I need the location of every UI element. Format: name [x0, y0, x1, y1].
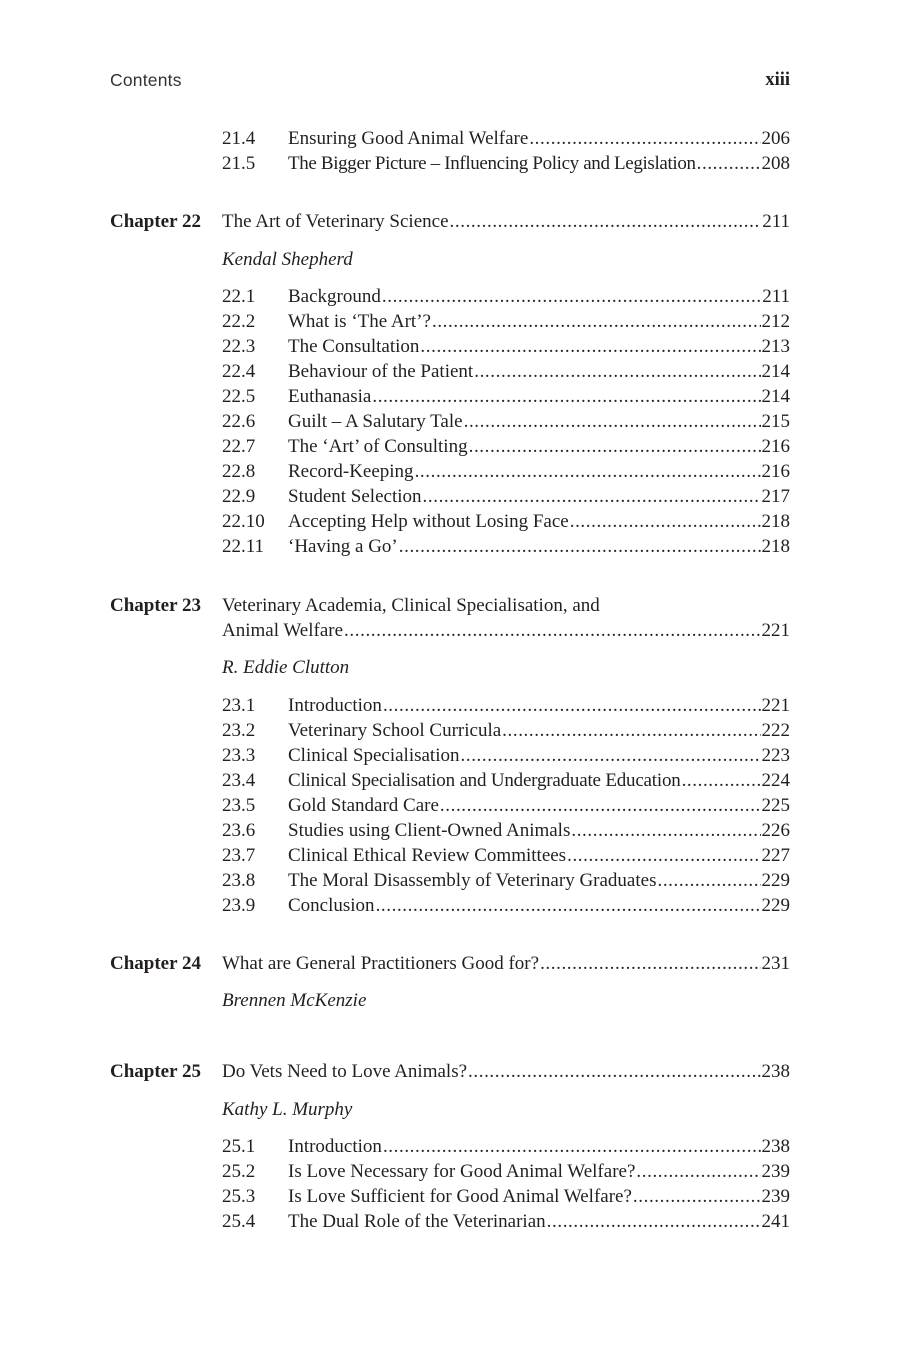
section-entry — [288, 151, 790, 176]
dot-leader — [450, 209, 762, 234]
section-entry — [288, 509, 790, 534]
section-number: 23.8 — [222, 870, 256, 891]
section-number: 25.2 — [222, 1161, 256, 1182]
section-page: 212 — [761, 311, 790, 332]
section-page: 217 — [761, 486, 790, 507]
section-title: Introduction — [288, 695, 382, 716]
chapter-entry — [222, 209, 790, 234]
section-title: The Moral Disassembly of Veterinary Graduates — [288, 870, 657, 891]
section-page: 215 — [761, 411, 790, 432]
chapter-entry — [222, 618, 790, 643]
dot-leader — [344, 618, 760, 643]
section-number: 22.1 — [222, 286, 256, 307]
section-number: 23.5 — [222, 795, 256, 816]
dot-leader — [547, 1209, 761, 1234]
section-page: 218 — [761, 536, 790, 557]
toc-chapter-row[interactable] — [0, 593, 900, 618]
chapter-author: Kendal Shepherd — [222, 249, 353, 270]
section-title: Conclusion — [288, 895, 375, 916]
section-number: 23.6 — [222, 820, 256, 841]
section-entry — [288, 693, 790, 718]
toc-chapter-row[interactable] — [0, 951, 900, 976]
section-title: The Consultation — [288, 336, 420, 357]
section-entry — [288, 793, 790, 818]
toc-chapter-row-continued[interactable] — [0, 618, 900, 643]
section-title: The Bigger Picture – Influencing Policy and Legislation — [288, 153, 696, 174]
section-page: 241 — [761, 1211, 790, 1232]
chapter-title-line2: Animal Welfare — [222, 620, 344, 641]
toc-chapter-row[interactable] — [0, 1059, 900, 1084]
chapter-title: The Art of Veterinary Science — [222, 211, 449, 232]
section-title: Accepting Help without Losing Face — [288, 511, 569, 532]
section-number: 25.4 — [222, 1211, 256, 1232]
section-entry — [288, 1159, 790, 1184]
section-entry — [288, 768, 790, 793]
toc-section-row[interactable] — [0, 768, 900, 793]
chapter-title-line1: Veterinary Academia, Clinical Specialisation, and — [222, 595, 600, 616]
dot-leader — [633, 1184, 761, 1209]
section-number: 23.2 — [222, 720, 256, 741]
section-title: Background — [288, 286, 381, 307]
section-page: 222 — [761, 720, 790, 741]
toc-section-row[interactable] — [0, 534, 900, 559]
toc-section-row[interactable] — [0, 409, 900, 434]
toc-section-row[interactable] — [0, 893, 900, 918]
toc-section-row[interactable] — [0, 384, 900, 409]
dot-leader — [468, 1059, 760, 1084]
section-entry — [288, 459, 790, 484]
toc-section-row[interactable] — [0, 1159, 900, 1184]
section-entry — [288, 843, 790, 868]
section-number: 23.7 — [222, 845, 256, 866]
section-title: Is Love Sufficient for Good Animal Welfare? — [288, 1186, 632, 1207]
section-entry — [288, 534, 790, 559]
toc-section-row[interactable] — [0, 743, 900, 768]
chapter-title: Do Vets Need to Love Animals? — [222, 1061, 468, 1082]
toc-section-row[interactable] — [0, 126, 900, 151]
section-title: Veterinary School Curricula — [288, 720, 502, 741]
section-page: 216 — [761, 436, 790, 457]
page-number: xiii — [765, 70, 790, 90]
section-entry — [288, 718, 790, 743]
section-number: 23.9 — [222, 895, 256, 916]
chapter-author: R. Eddie Clutton — [222, 657, 350, 678]
section-number: 22.3 — [222, 336, 256, 357]
section-entry — [288, 434, 790, 459]
dot-leader — [464, 409, 761, 434]
toc-section-row[interactable] — [0, 459, 900, 484]
chapter-page: 238 — [761, 1061, 790, 1082]
section-entry — [288, 1184, 790, 1209]
section-page: 211 — [762, 286, 790, 307]
section-page: 213 — [761, 336, 790, 357]
section-title: Clinical Ethical Review Committees — [288, 845, 567, 866]
dot-leader — [423, 484, 761, 509]
dot-leader — [540, 951, 760, 976]
dot-leader — [399, 534, 761, 559]
section-page: 216 — [761, 461, 790, 482]
section-number: 25.1 — [222, 1136, 256, 1157]
chapter-author: Brennen McKenzie — [222, 990, 367, 1011]
section-number: 23.4 — [222, 770, 256, 791]
toc-section-row[interactable] — [0, 718, 900, 743]
section-entry — [288, 334, 790, 359]
section-entry — [288, 359, 790, 384]
section-number: 21.5 — [222, 153, 256, 174]
dot-leader — [529, 126, 760, 151]
section-number: 23.1 — [222, 695, 256, 716]
chapter-page: 211 — [762, 211, 790, 232]
section-page: 225 — [761, 795, 790, 816]
toc-section-row[interactable] — [0, 818, 900, 843]
section-number: 21.4 — [222, 128, 256, 149]
toc-chapter-row[interactable] — [0, 209, 900, 234]
chapter-label: Chapter 22 — [110, 211, 201, 232]
dot-leader — [415, 459, 761, 484]
dot-leader — [382, 284, 761, 309]
chapter-label: Chapter 25 — [110, 1061, 201, 1082]
section-number: 22.4 — [222, 361, 256, 382]
section-entry — [288, 743, 790, 768]
section-number: 22.6 — [222, 411, 256, 432]
section-entry — [288, 1134, 790, 1159]
section-page: 227 — [761, 845, 790, 866]
section-title: Gold Standard Care — [288, 795, 439, 816]
section-number: 25.3 — [222, 1186, 256, 1207]
dot-leader — [440, 793, 761, 818]
toc-section-row[interactable] — [0, 868, 900, 893]
section-page: 206 — [761, 128, 790, 149]
section-entry — [288, 1209, 790, 1234]
section-number: 22.10 — [222, 511, 265, 532]
section-page: 224 — [761, 770, 790, 791]
dot-leader — [636, 1159, 760, 1184]
section-title: Record-Keeping — [288, 461, 414, 482]
section-title: Clinical Specialisation and Undergraduate Education — [288, 770, 681, 791]
dot-leader — [376, 893, 761, 918]
toc-section-row[interactable] — [0, 484, 900, 509]
chapter-page: 231 — [761, 953, 790, 974]
section-entry — [288, 384, 790, 409]
section-entry — [288, 818, 790, 843]
dot-leader — [571, 818, 760, 843]
section-page: 214 — [761, 386, 790, 407]
section-page: 239 — [761, 1186, 790, 1207]
dot-leader — [469, 434, 761, 459]
section-number: 22.2 — [222, 311, 256, 332]
dot-leader — [383, 693, 761, 718]
section-number: 22.9 — [222, 486, 256, 507]
section-title: Ensuring Good Animal Welfare — [288, 128, 529, 149]
dot-leader — [682, 768, 761, 793]
section-page: 226 — [761, 820, 790, 841]
chapter-label: Chapter 23 — [110, 595, 201, 616]
section-number: 22.7 — [222, 436, 256, 457]
section-entry — [288, 309, 790, 334]
chapter-title: What are General Practitioners Good for? — [222, 953, 540, 974]
section-entry — [288, 409, 790, 434]
toc-section-row[interactable] — [0, 1209, 900, 1234]
section-number: 22.5 — [222, 386, 256, 407]
toc-section-row[interactable] — [0, 151, 900, 176]
section-title: Student Selection — [288, 486, 422, 507]
toc-section-row[interactable] — [0, 1134, 900, 1159]
toc-section-row[interactable] — [0, 359, 900, 384]
section-entry — [288, 868, 790, 893]
section-title: The Dual Role of the Veterinarian — [288, 1211, 546, 1232]
dot-leader — [432, 309, 761, 334]
toc-section-row[interactable] — [0, 434, 900, 459]
toc-section-row[interactable] — [0, 793, 900, 818]
dot-leader — [383, 1134, 761, 1159]
toc-section-row[interactable] — [0, 509, 900, 534]
chapter-page: 221 — [761, 620, 790, 641]
toc-section-row[interactable] — [0, 693, 900, 718]
dot-leader — [567, 843, 760, 868]
section-title: The ‘Art’ of Consulting — [288, 436, 468, 457]
dot-leader — [372, 384, 760, 409]
section-title: What is ‘The Art’? — [288, 311, 431, 332]
running-head — [110, 70, 790, 94]
section-title: Clinical Specialisation — [288, 745, 460, 766]
section-number: 22.11 — [222, 536, 265, 557]
section-entry — [288, 284, 790, 309]
section-title: ‘Having a Go’ — [288, 536, 398, 557]
section-entry — [288, 126, 790, 151]
running-title: Contents — [110, 70, 182, 90]
section-page: 221 — [761, 695, 790, 716]
dot-leader — [502, 718, 760, 743]
section-page: 239 — [761, 1161, 790, 1182]
section-title: Is Love Necessary for Good Animal Welfare? — [288, 1161, 636, 1182]
dot-leader — [420, 334, 760, 359]
section-title: Euthanasia — [288, 386, 372, 407]
section-page: 229 — [761, 870, 790, 891]
section-page: 214 — [761, 361, 790, 382]
toc-section-row[interactable] — [0, 284, 900, 309]
dot-leader — [570, 509, 761, 534]
section-title: Guilt – A Salutary Tale — [288, 411, 463, 432]
dot-leader — [657, 868, 760, 893]
toc-section-row[interactable] — [0, 1184, 900, 1209]
dot-leader — [474, 359, 760, 384]
dot-leader — [697, 151, 761, 176]
section-title: Studies using Client-Owned Animals — [288, 820, 571, 841]
section-entry — [288, 484, 790, 509]
section-page: 229 — [761, 895, 790, 916]
toc-section-row[interactable] — [0, 334, 900, 359]
section-page: 218 — [761, 511, 790, 532]
toc-section-row[interactable] — [0, 843, 900, 868]
section-page: 208 — [761, 153, 790, 174]
chapter-author: Kathy L. Murphy — [222, 1099, 353, 1120]
section-page: 238 — [761, 1136, 790, 1157]
section-number: 23.3 — [222, 745, 256, 766]
toc-section-row[interactable] — [0, 309, 900, 334]
section-number: 22.8 — [222, 461, 256, 482]
section-title: Introduction — [288, 1136, 382, 1157]
chapter-entry — [222, 1059, 790, 1084]
section-entry — [288, 893, 790, 918]
chapter-entry — [222, 951, 790, 976]
section-page: 223 — [761, 745, 790, 766]
section-title: Behaviour of the Patient — [288, 361, 474, 382]
dot-leader — [461, 743, 761, 768]
chapter-label: Chapter 24 — [110, 953, 201, 974]
